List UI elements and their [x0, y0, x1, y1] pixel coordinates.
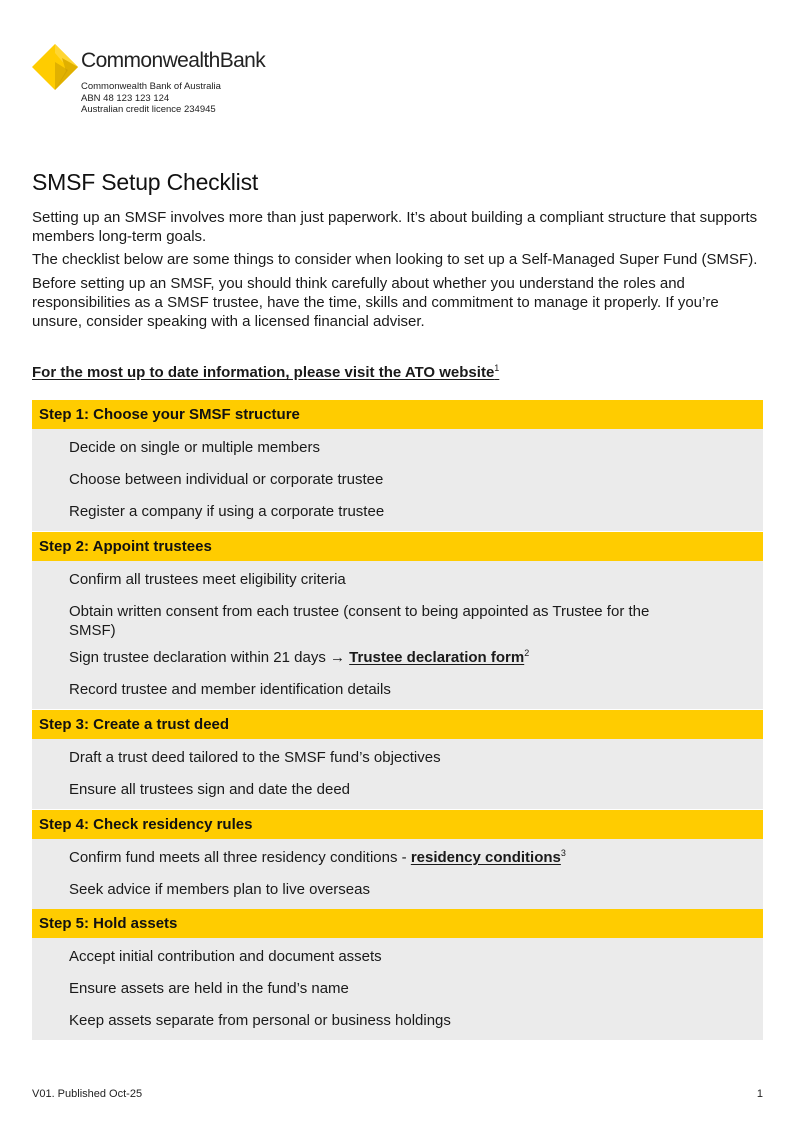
step-4-body — [32, 839, 763, 909]
step-5-header: Step 5: Hold assets — [32, 909, 763, 938]
checklist-item: Choose between individual or corporate trustee — [69, 471, 384, 488]
step-2-body — [32, 561, 763, 709]
bank-legal-details — [81, 81, 221, 116]
brand-name: CommonwealthBank — [81, 49, 266, 72]
intro-paragraph-3: Before setting up an SMSF, you should think carefully about whether you understand the roles and responsibilities as a SMSF trustee, have the time, skills and commitment to manage it properly. If you’re unsure, consider speaking with a licensed financial adviser. — [32, 275, 719, 330]
footnote-ref-2: 2 — [524, 648, 530, 658]
step-5-body — [32, 938, 763, 1040]
checklist-item: Accept initial contribution and document assets — [69, 948, 382, 965]
trustee-declaration-form-link[interactable]: Trustee declaration form — [349, 649, 525, 666]
ato-link-text[interactable]: For the most up to date information, please visit the ATO website — [32, 364, 495, 381]
footnote-ref-3: 3 — [560, 848, 566, 858]
step-5-section — [32, 909, 763, 1040]
footnote-ref-1: 1 — [494, 363, 500, 373]
ato-website-link[interactable] — [32, 364, 499, 381]
step-3-header: Step 3: Create a trust deed — [32, 710, 763, 739]
checklist-item: Draft a trust deed tailored to the SMSF fund’s objectives — [69, 749, 441, 766]
credit-licence: Australian credit licence 234945 — [81, 104, 216, 115]
checklist-item: Record trustee and member identification details — [69, 681, 391, 698]
checklist-item: Confirm all trustees meet eligibility criteria — [69, 571, 346, 588]
legal-name: Commonwealth Bank of Australia — [81, 81, 221, 92]
step-4-section — [32, 810, 763, 909]
checklist-item: Register a company if using a corporate trustee — [69, 503, 385, 520]
checklist-item: Obtain written consent from each trustee (consent to being appointed as Trustee for the SMSF) — [69, 603, 650, 639]
checklist-item-text: Sign trustee declaration within 21 days → — [69, 649, 345, 666]
intro-section — [32, 208, 767, 336]
checklist-item-text: Confirm fund meets all three residency conditions - — [69, 849, 407, 866]
checklist-item: Keep assets separate from personal or business holdings — [69, 1012, 451, 1029]
bank-header — [32, 44, 266, 115]
checklist-item: Ensure all trustees sign and date the deed — [69, 781, 351, 798]
checklist-item: Ensure assets are held in the fund’s name — [69, 980, 349, 997]
step-2-header: Step 2: Appoint trustees — [32, 532, 763, 561]
checklist-item: Seek advice if members plan to live overseas — [69, 881, 370, 898]
abn: ABN 48 123 123 124 — [81, 92, 170, 104]
step-3-body — [32, 739, 763, 809]
checklist-item: Decide on single or multiple members — [69, 439, 320, 456]
checklist-item-with-link — [32, 648, 763, 667]
step-4-header: Step 4: Check residency rules — [32, 810, 763, 839]
step-1-header: Step 1: Choose your SMSF structure — [32, 400, 763, 429]
page-number: 1 — [756, 1088, 763, 1100]
page-title: SMSF Setup Checklist — [32, 169, 259, 195]
checklist-item-with-link — [32, 848, 763, 867]
intro-paragraph-2: The checklist below are some things to consider when looking to set up a Self-Managed Super Fund (SMSF). — [32, 251, 758, 268]
cba-diamond-logo-icon — [32, 44, 78, 90]
step-1-section — [32, 400, 763, 531]
version-label: V01. Published Oct-25 — [32, 1088, 143, 1100]
step-1-body — [32, 429, 763, 531]
residency-conditions-link[interactable]: residency conditions — [410, 849, 561, 866]
step-3-section — [32, 710, 763, 809]
step-2-section — [32, 532, 763, 709]
intro-paragraph-1: Setting up an SMSF involves more than just paperwork. It’s about building a compliant structure that supports members long-term goals. — [32, 209, 758, 245]
